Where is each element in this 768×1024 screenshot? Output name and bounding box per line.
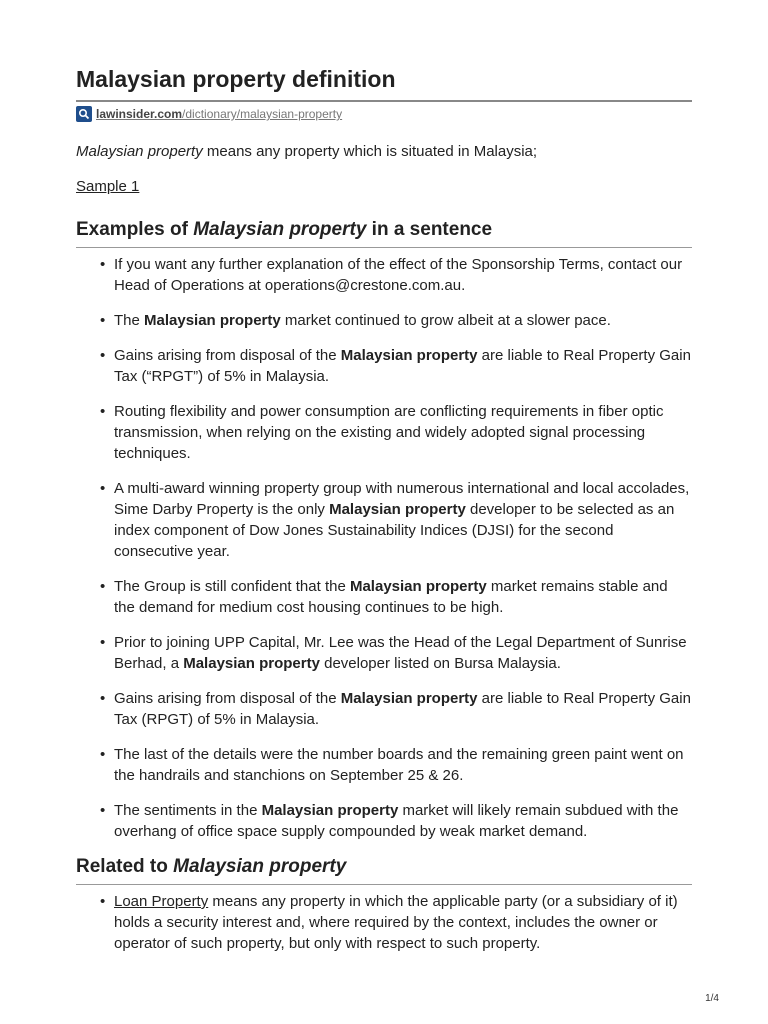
example-term: Malaysian property [183,655,320,672]
sample-link[interactable]: Sample 1 [76,178,140,195]
example-item [76,478,692,562]
examples-heading-term: Malaysian property [193,219,367,240]
example-text: A multi-award winning property group with numerous international and local accolades, Sime Darby Property is the only [114,480,690,518]
example-text-end: developer listed on Bursa Malaysia. [319,655,561,672]
example-text: Prior to joining UPP Capital, Mr. Lee was the Head of the Legal Department of Sunrise Berhad, a [114,634,687,672]
example-text: The last of the details were the number boards and the remaining green paint went on the handrails and stanchions on September 25 & 26. [114,746,684,784]
related-heading-term: Malaysian property [173,856,347,877]
bullet-icon: • [100,893,106,910]
related-text: means any property in which the applicable party (or a subsidiary of it) holds a security interest and, where required by the context, includes the owner or operator of such property, but only with respect to such property. [114,893,678,952]
related-list [76,891,692,968]
example-term: Malaysian property [329,501,466,518]
page-title: Malaysian property definition [76,66,396,92]
bullet-icon: • [100,347,106,364]
bullet-icon: • [100,802,106,819]
examples-heading-prefix: Examples of [76,219,194,240]
example-text-end: developer to be selected as an index component of Dow Jones Sustainability Indices (DJSI) for the second consecutive year. [114,501,675,560]
example-term: Malaysian property [349,578,487,595]
example-text: Routing flexibility and power consumption are conflicting requirements in fiber optic transmission, when relying on the existing and widely adopted signal processing techniques. [114,403,664,462]
bullet-icon: • [100,480,106,497]
bullet-icon: • [100,746,106,763]
example-text: The [114,312,145,329]
definition-text [76,143,537,160]
example-term: Malaysian property [261,802,399,819]
example-term: Malaysian property [340,690,478,707]
example-text-end: are liable to Real Property Gain Tax (“RPGT”) of 5% in Malaysia. [114,347,691,385]
example-item [76,401,692,464]
source-path: /dictionary/malaysian-property [182,107,343,121]
example-text: The Group is still confident that the [114,578,350,595]
example-term: Malaysian property [144,312,281,329]
page-indicator: 1/4 [705,993,719,1004]
related-divider [76,884,692,885]
related-item [76,891,692,954]
example-item [76,310,692,331]
bullet-icon: • [100,256,106,273]
source-url[interactable] [96,107,342,121]
example-text-end: market remains stable and the demand for medium cost housing continues to be high. [114,578,668,616]
example-text-end: market continued to grow albeit at a slower pace. [280,312,611,329]
bullet-icon: • [100,690,106,707]
example-text-end: are liable to Real Property Gain Tax (RPGT) of 5% in Malaysia. [114,690,691,728]
example-item [76,576,692,618]
example-text: Gains arising from disposal of the [114,690,341,707]
example-term: Malaysian property [340,347,478,364]
examples-list [76,254,692,856]
example-text: If you want any further explanation of the effect of the Sponsorship Terms, contact our Head of Operations at operations@crestone.com.au. [114,256,683,294]
examples-divider [76,247,692,248]
example-item [76,345,692,387]
example-item [76,632,692,674]
source-domain: lawinsider.com [96,107,183,121]
example-text: Gains arising from disposal of the [114,347,341,364]
example-text: The sentiments in the [114,802,262,819]
example-item [76,254,692,296]
example-item [76,744,692,786]
source-link[interactable] [76,106,342,122]
related-heading [76,856,346,878]
examples-heading-suffix: in a sentence [366,219,493,240]
bullet-icon: • [100,578,106,595]
title-divider [76,100,692,102]
example-item [76,800,692,842]
bullet-icon: • [100,634,106,651]
definition-term: Malaysian property [76,143,203,160]
related-term-link[interactable]: Loan Property [114,893,209,910]
example-item [76,688,692,730]
examples-heading [76,219,492,241]
search-icon [76,106,92,122]
definition-body: means any property which is situated in Malaysia; [202,143,538,160]
related-heading-prefix: Related to [76,856,174,877]
bullet-icon: • [100,312,106,329]
bullet-icon: • [100,403,106,420]
example-text-end: market will likely remain subdued with the overhang of office space supply compounded by weak market demand. [114,802,679,840]
